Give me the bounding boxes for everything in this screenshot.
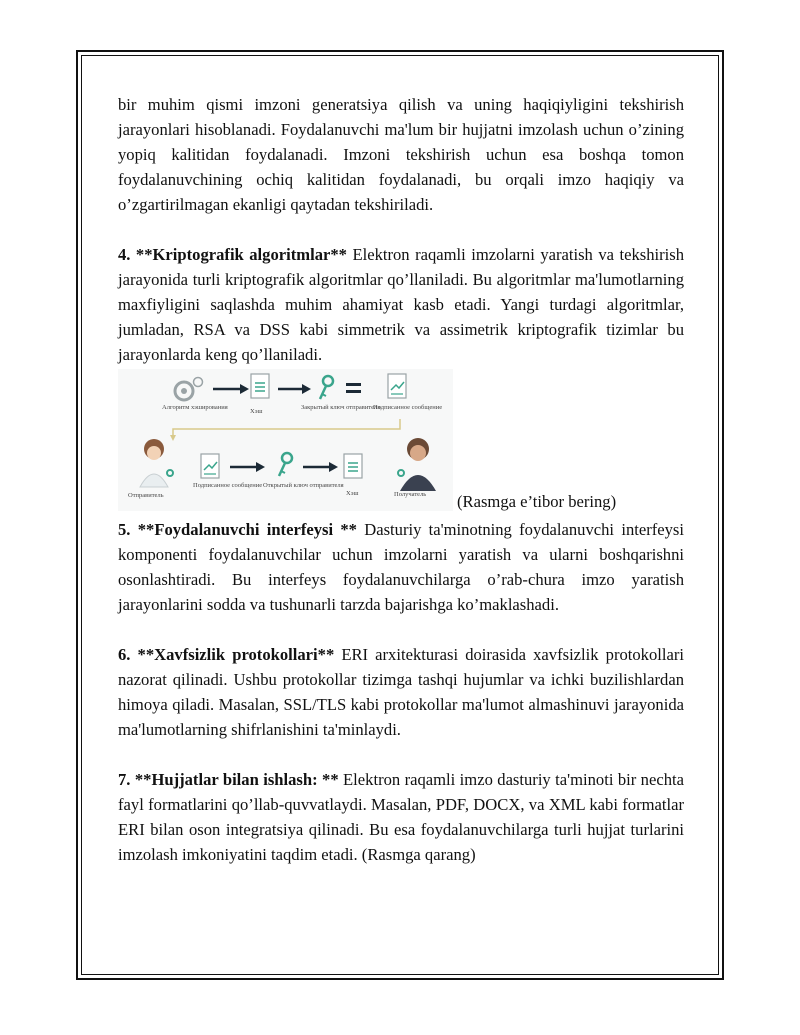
label-public-key: Открытый ключ отправителя [263, 482, 344, 489]
label-receiver: Получатель [394, 491, 427, 498]
section-6-heading: 6. **Xavfsizlik protokollari** [118, 645, 335, 664]
intro-paragraph: bir muhim qismi imzoni generatsiya qilish va uning haqiqiyligini tekshirish jarayonlari hisoblanadi. Foydalanuvchi ma'lum bir hujjatni imzolash uchun o’zining yopiq kalitidan foydalanadi. Imzoni tekshirish uchun esa boshqa tomon foydalanuvchining ochiq kalitidan foydalanadi, bu orqali imzo haqiqiy va o’zgartirilmagan ekanligi qaytadan tekshiriladi. [118, 95, 684, 214]
section-5-heading: 5. **Foydalanuvchi interfeysi ** [118, 520, 357, 539]
section-5-paragraph [118, 517, 684, 617]
section-6-paragraph [118, 642, 684, 742]
signed-document-icon [388, 374, 406, 398]
label-signed-top: Подписанное сообщение [373, 404, 443, 411]
section-6-body: ERI arxitekturasi doirasida xavfsizlik protokollari nazorat qilinadi. Ushbu protokollar tizimga tashqi hujumlar va ichki buzilishlardan himoya qiladi. Masalan, SSL/TLS kabi protokollar ma'lumot almashinuvi jarayonida ma'lumotlarning shifrlanishini ta'minlaydi. [118, 645, 684, 739]
figure-caption: (Rasmga e’tibor bering) [457, 492, 617, 511]
label-private-key: Закрытый ключ отправителя [301, 404, 381, 411]
section-5-body: Dasturiy ta'minotning foydalanuvchi interfeysi komponenti foydalanuvchilar uchun imzolarni yaratish va ularni boshqarishni osonlashtiradi. Bu interfeys foydalanuvchilarga o’rab-chura imzo yaratish jarayonlarini sodda va tushunarli tarzda bajarishga ko’maklashadi. [118, 520, 684, 614]
label-hash-bottom: Хэш [346, 490, 359, 497]
hash-document-icon-bottom [344, 454, 362, 478]
section-7-paragraph [118, 767, 684, 867]
section-4-heading: 4. **Kriptografik algoritmlar** [118, 245, 347, 264]
signed-document-icon-bottom [201, 454, 219, 478]
label-sender: Отправитель [128, 492, 164, 499]
section-7-body: Elektron raqamli imzo dasturiy ta'minoti bir nechta fayl formatlarini qo’llab-quvvatlaydi. Masalan, PDF, DOCX, va XML kabi formatlar ERI bilan oson integratsiya qilinadi. Bu esa foydalanuvchilarga turli hujjat turlarini imzolash imkoniyatini taqdim etadi. (Rasmga qarang) [118, 770, 684, 864]
section-4-body: Elektron raqamli imzolarni yaratish va tekshirish jarayonida turli kriptografik algoritmlar qo’llaniladi. Bu algoritmlar ma'lumotlarning maxfiyligini saqlashda muhim ahamiyat kasb etadi. Yangi turdagi algoritmlar, jumladan, RSA va DSS kabi simmetrik va assimetrik kriptografik tizimlar bu jarayonlarda keng qo’llaniladi. [118, 245, 684, 364]
label-hash-top: Хэш [250, 408, 263, 415]
page-content [118, 92, 684, 867]
section-7-heading: 7. **Hujjatlar bilan ishlash: ** [118, 770, 339, 789]
label-signed-bottom: Подписанное сообщение [193, 482, 263, 489]
label-algorithm: Алгоритм хэширования [162, 404, 228, 411]
document-icon [251, 374, 269, 398]
signature-figure-row [118, 369, 684, 517]
signature-process-diagram [118, 369, 453, 511]
section-4-paragraph [118, 242, 684, 367]
